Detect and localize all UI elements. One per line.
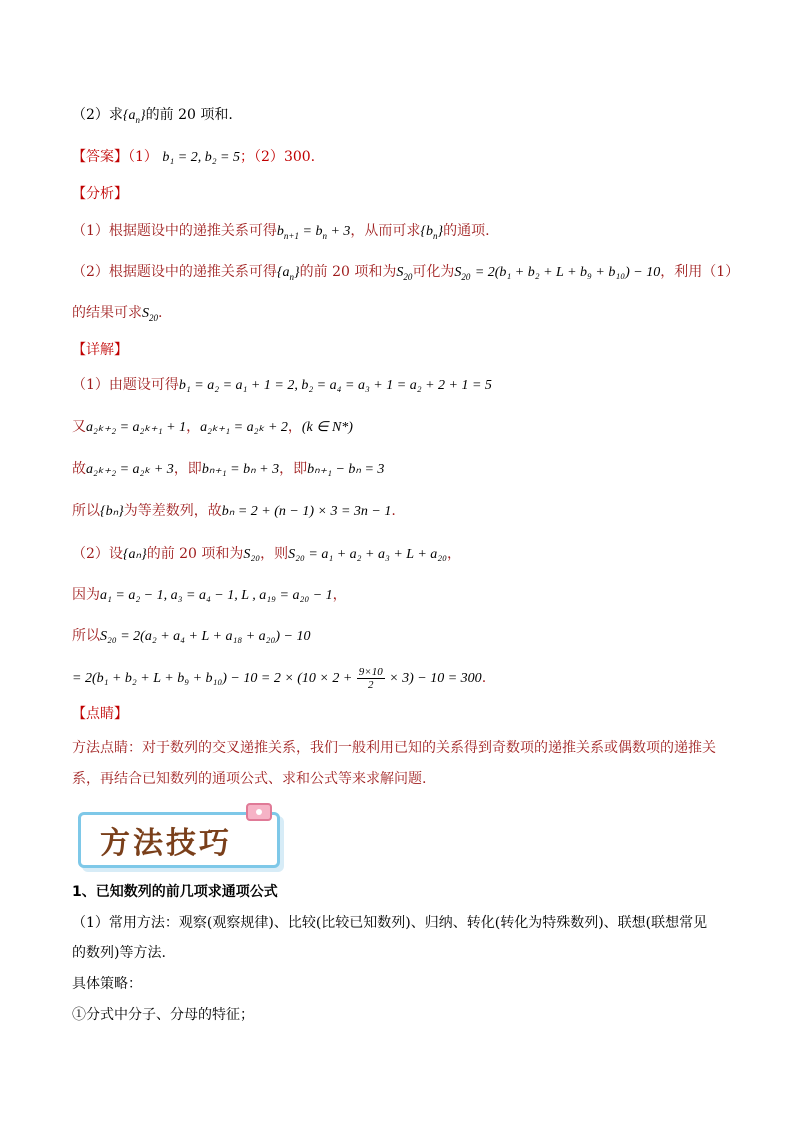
- detail-math: bₙ₊₁ − bₙ = 3: [307, 462, 385, 477]
- answer-line: [72, 146, 315, 169]
- detail-text: 所以: [72, 503, 100, 519]
- detail-text: ，: [332, 587, 347, 603]
- detail-tag: 【详解】: [72, 342, 128, 358]
- paperclip-icon: [242, 800, 276, 828]
- detail-text: .: [391, 503, 396, 519]
- bn-set: $\{b_n\}$: [420, 224, 444, 241]
- detail-text: （1）由题设可得: [72, 377, 179, 393]
- fraction-denominator: 2: [368, 678, 374, 691]
- analysis-text: ，利用（1）: [660, 264, 740, 280]
- detail-text: ，即: [173, 461, 202, 477]
- detail-math: a₂ₖ₊₁ = a₂ₖ + 2: [200, 420, 288, 435]
- detail-math: S₂₀: [243, 547, 261, 562]
- detail-text: ，即: [279, 461, 308, 477]
- analysis-text: （1）根据题设中的递推关系可得: [72, 223, 277, 239]
- detail-text: ，: [447, 546, 461, 562]
- detail-line-2: [72, 416, 353, 439]
- answer-value: 300.: [283, 149, 316, 165]
- detail-text: 又: [72, 419, 86, 435]
- equals: = b: [299, 224, 323, 239]
- s20: $S_{20}$: [142, 306, 158, 323]
- question-2: [72, 104, 233, 131]
- b-symbol: b: [276, 224, 284, 239]
- detail-text: 故: [72, 461, 86, 477]
- section-para-2: 的数列)等方法.: [72, 945, 166, 961]
- question-text: 的前 20 项和.: [145, 107, 233, 123]
- answer-sep: ；（2）: [240, 149, 284, 165]
- detail-text: 所以: [72, 628, 100, 644]
- analysis-text: ，从而可求: [350, 223, 421, 239]
- detail-text: ，则: [260, 546, 289, 562]
- tip-tag: 【点睛】: [72, 706, 128, 722]
- s20: $S_{20}$: [454, 265, 471, 282]
- detail-text: （2）设: [72, 546, 123, 562]
- detail-line-8: [72, 664, 486, 693]
- set-close: }: [140, 108, 146, 123]
- method-badge: [72, 800, 280, 866]
- badge-title: 方法技巧: [100, 826, 232, 861]
- analysis-text: 可化为: [412, 264, 455, 280]
- detail-line-6: [72, 584, 347, 607]
- section-heading: 1、已知数列的前几项求通项公式: [72, 884, 278, 900]
- analysis-text: 的通项.: [443, 223, 490, 239]
- detail-line-5: [72, 543, 461, 566]
- question-label: （2）求: [72, 107, 123, 123]
- detail-math: a₂ₖ₊₂ = a₂ₖ + 3: [86, 462, 174, 477]
- set-open: {a: [122, 108, 136, 123]
- detail-math: S₂₀ = a₁ + a₂ + a₃ + L + a₂₀: [288, 547, 447, 562]
- analysis-line-3: [72, 302, 162, 329]
- detail-text: 因为: [72, 587, 100, 603]
- detail-math: = 2(b₁ + b₂ + L + b₉ + b₁₀) − 10 = 2 × (10 × 2 +: [72, 671, 353, 686]
- analysis-math: $b_{n+1} = b_n + 3$: [276, 224, 351, 241]
- detail-text: .: [481, 670, 487, 686]
- detail-text: ，: [287, 419, 302, 435]
- detail-math: a₂ₖ₊₂ = a₂ₖ₊₁ + 1: [86, 420, 187, 435]
- detail-math: bₙ = 2 + (n − 1) × 3 = 3n − 1: [221, 504, 392, 519]
- detail-text: 为等差数列，故: [123, 503, 222, 519]
- analysis-text: 的结果可求: [72, 305, 142, 321]
- detail-line-1: [72, 374, 492, 397]
- detail-math: b₁ = a₂ = a₁ + 1 = 2, b₂ = a₄ = a₃ + 1 = a₂ + 2 + 1 = 5: [178, 378, 492, 393]
- plus-three: + 3: [326, 224, 351, 239]
- detail-line-4: [72, 500, 396, 523]
- analysis-tag: 【分析】: [72, 186, 128, 202]
- detail-line-7: [72, 625, 310, 648]
- tip-line-1: 方法点睛：对于数列的交叉递推关系，我们一般利用已知的关系得到奇数项的递推关系或偶数项的递推关: [72, 740, 716, 756]
- detail-math: {aₙ}: [122, 547, 147, 562]
- analysis-line-2: [72, 261, 739, 288]
- section-para-3: 具体策略：: [72, 976, 142, 992]
- section-para-4: ①分式中分子、分母的特征；: [72, 1007, 254, 1023]
- detail-math: × 3) − 10 = 300: [389, 671, 482, 686]
- analysis-text: 的前 20 项和为: [299, 264, 397, 280]
- detail-line-3: [72, 458, 384, 481]
- detail-math: S₂₀ = 2(a₂ + a₄ + L + a₁₈ + a₂₀) − 10: [100, 629, 311, 644]
- an-set: $\{a_n\}$: [276, 265, 300, 282]
- fraction-numerator: 9×10: [358, 665, 383, 678]
- analysis-line-1: [72, 220, 490, 247]
- answer-expr: b₁ = 2, b₂ = 5: [162, 150, 241, 165]
- section-para-1: （1）常用方法：观察(观察规律)、比较(比较已知数列)、归纳、转化(转化为特殊数列)、联想(联想常见: [72, 915, 708, 931]
- answer-part1: （1）: [128, 149, 158, 165]
- analysis-text: .: [158, 305, 163, 321]
- s20: $S_{20}$: [396, 265, 413, 282]
- detail-math: bₙ₊₁ = bₙ + 3: [201, 462, 280, 477]
- fraction: [357, 666, 385, 691]
- analysis-text: （2）根据题设中的递推关系可得: [72, 264, 277, 280]
- detail-text: 的前 20 项和为: [146, 546, 244, 562]
- detail-math: (k ∈ N*): [301, 420, 353, 435]
- detail-math: {bₙ}: [100, 504, 124, 519]
- analysis-math: = 2(b₁ + b₂ + L + b₉ + b₁₀) − 10: [474, 265, 661, 280]
- tip-line-2: 系，再结合已知数列的通项公式、求和公式等来求解问题.: [72, 771, 427, 787]
- subscript: n: [135, 114, 141, 125]
- detail-text: ，: [186, 419, 201, 435]
- detail-math: a₁ = a₂ − 1, a₃ = a₄ − 1, L , a₁₉ = a₂₀ − 1: [100, 588, 333, 603]
- answer-tag: 【答案】: [72, 149, 128, 165]
